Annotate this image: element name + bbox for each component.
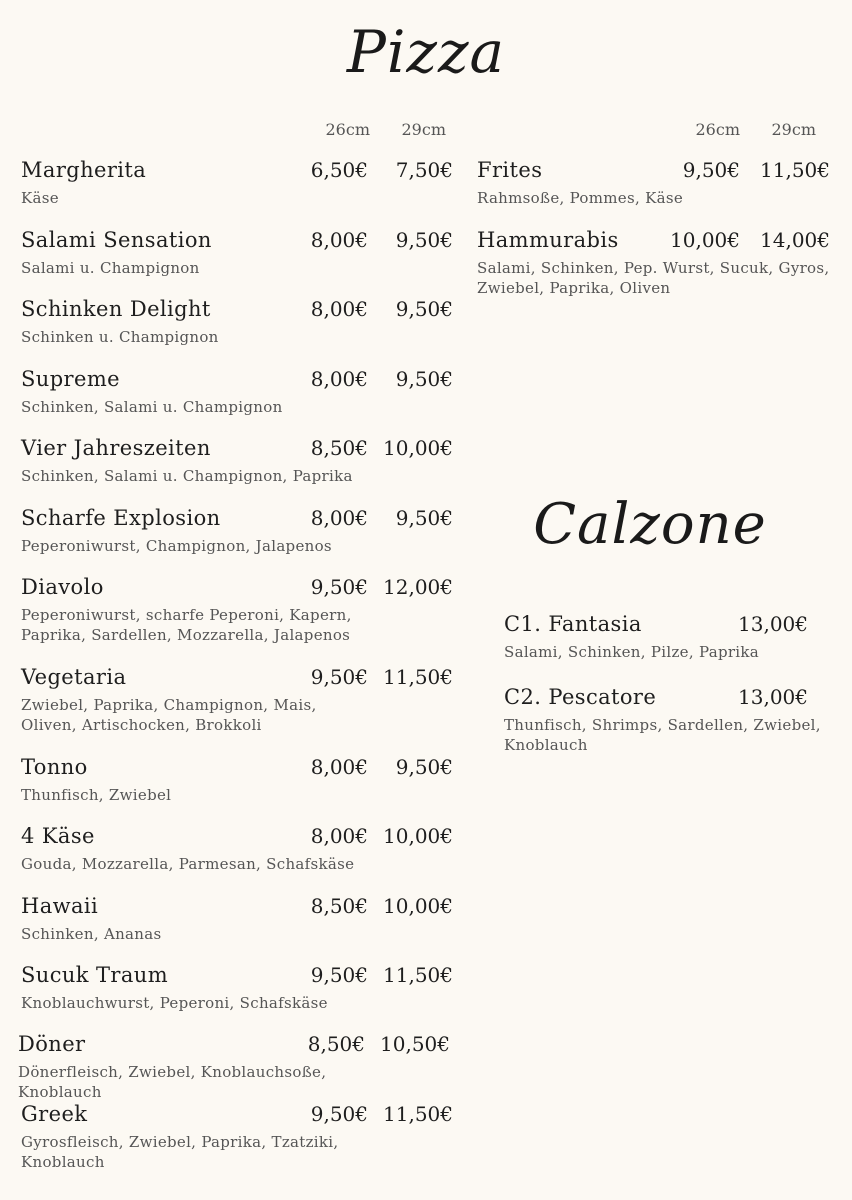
item-description: Gouda, Mozzarella, Parmesan, Schafskäse	[21, 855, 355, 873]
item-description: Gyrosfleisch, Zwiebel, Paprika, Tzatziki, Knoblauch	[21, 1133, 339, 1171]
item-name: Margherita	[21, 158, 147, 182]
item-name: Hawaii	[21, 894, 99, 918]
size-label-29: 29cm	[401, 120, 446, 139]
item-description: Thunfisch, Shrimps, Sardellen, Zwiebel, Knoblauch	[504, 716, 821, 754]
item-description: Salami u. Champignon	[21, 259, 200, 277]
price-29cm: 10,00€	[383, 824, 453, 848]
price-29cm: 10,00€	[383, 436, 453, 460]
price-29cm: 14,00€	[760, 228, 830, 252]
price: 13,00€	[738, 612, 808, 636]
price-26cm: 9,50€	[310, 575, 368, 599]
price-29cm: 9,50€	[395, 755, 453, 779]
size-label-26: 26cm	[695, 120, 740, 139]
price-26cm: 8,00€	[310, 506, 368, 530]
item-description: Schinken, Ananas	[21, 925, 162, 943]
item-name: C1. Fantasia	[504, 612, 642, 636]
item-description: Peperoniwurst, Champignon, Jalapenos	[21, 537, 332, 555]
price-29cm: 9,50€	[395, 297, 453, 321]
item-name: Schinken Delight	[21, 297, 211, 321]
item-name: 4 Käse	[21, 824, 95, 848]
price-29cm: 11,50€	[383, 963, 453, 987]
price-26cm: 8,00€	[310, 297, 368, 321]
price-26cm: 6,50€	[310, 158, 368, 182]
item-description: Salami, Schinken, Pilze, Paprika	[504, 643, 760, 661]
price-26cm: 9,50€	[310, 1102, 368, 1126]
item-name: Frites	[477, 158, 543, 182]
price-26cm: 9,50€	[310, 963, 368, 987]
item-description: Zwiebel, Paprika, Champignon, Mais, Oliven, Artischocken, Brokkoli	[21, 696, 317, 734]
item-name: Vier Jahreszeiten	[21, 436, 211, 460]
price-26cm: 8,50€	[307, 1032, 365, 1056]
price-26cm: 8,00€	[310, 228, 368, 252]
item-name: Döner	[18, 1032, 86, 1056]
price-29cm: 12,00€	[383, 575, 453, 599]
price-29cm: 10,00€	[383, 894, 453, 918]
price-26cm: 8,00€	[310, 367, 368, 391]
item-description: Knoblauchwurst, Peperoni, Schafskäse	[21, 994, 328, 1012]
calzone-title: Calzone	[533, 492, 767, 557]
price-29cm: 9,50€	[395, 506, 453, 530]
item-description: Thunfisch, Zwiebel	[21, 786, 172, 804]
item-name: Diavolo	[21, 575, 104, 599]
size-header-left	[300, 120, 460, 140]
item-description: Schinken, Salami u. Champignon, Paprika	[21, 467, 353, 485]
price-26cm: 9,50€	[310, 665, 368, 689]
price-26cm: 8,50€	[310, 894, 368, 918]
item-description: Käse	[21, 189, 59, 207]
price-29cm: 11,50€	[760, 158, 830, 182]
pizza-title: Pizza	[346, 18, 506, 86]
item-name: Scharfe Explosion	[21, 506, 221, 530]
item-description: Salami, Schinken, Pep. Wurst, Sucuk, Gyros, Zwiebel, Paprika, Oliven	[477, 259, 830, 297]
item-description: Dönerfleisch, Zwiebel, Knoblauchsoße, Knoblauch	[18, 1063, 327, 1101]
size-label-26: 26cm	[325, 120, 370, 139]
item-name: Greek	[21, 1102, 88, 1126]
item-description: Schinken, Salami u. Champignon	[21, 398, 283, 416]
item-description: Peperoniwurst, scharfe Peperoni, Kapern, Paprika, Sardellen, Mozzarella, Jalapenos	[21, 606, 352, 644]
price-29cm: 11,50€	[383, 665, 453, 689]
price: 13,00€	[738, 685, 808, 709]
price-29cm: 11,50€	[383, 1102, 453, 1126]
item-name: Salami Sensation	[21, 228, 212, 252]
size-label-29: 29cm	[771, 120, 816, 139]
item-name: C2. Pescatore	[504, 685, 657, 709]
item-description: Schinken u. Champignon	[21, 328, 219, 346]
price-26cm: 8,00€	[310, 755, 368, 779]
price-29cm: 9,50€	[395, 367, 453, 391]
item-description: Rahmsoße, Pommes, Käse	[477, 189, 684, 207]
item-name: Hammurabis	[477, 228, 619, 252]
item-name: Sucuk Traum	[21, 963, 169, 987]
price-26cm: 8,00€	[310, 824, 368, 848]
size-header-right	[670, 120, 830, 140]
item-name: Vegetaria	[21, 665, 127, 689]
price-26cm: 9,50€	[682, 158, 740, 182]
price-29cm: 7,50€	[395, 158, 453, 182]
price-29cm: 10,50€	[380, 1032, 450, 1056]
item-name: Tonno	[21, 755, 88, 779]
price-26cm: 10,00€	[670, 228, 740, 252]
price-26cm: 8,50€	[310, 436, 368, 460]
item-name: Supreme	[21, 367, 120, 391]
price-29cm: 9,50€	[395, 228, 453, 252]
